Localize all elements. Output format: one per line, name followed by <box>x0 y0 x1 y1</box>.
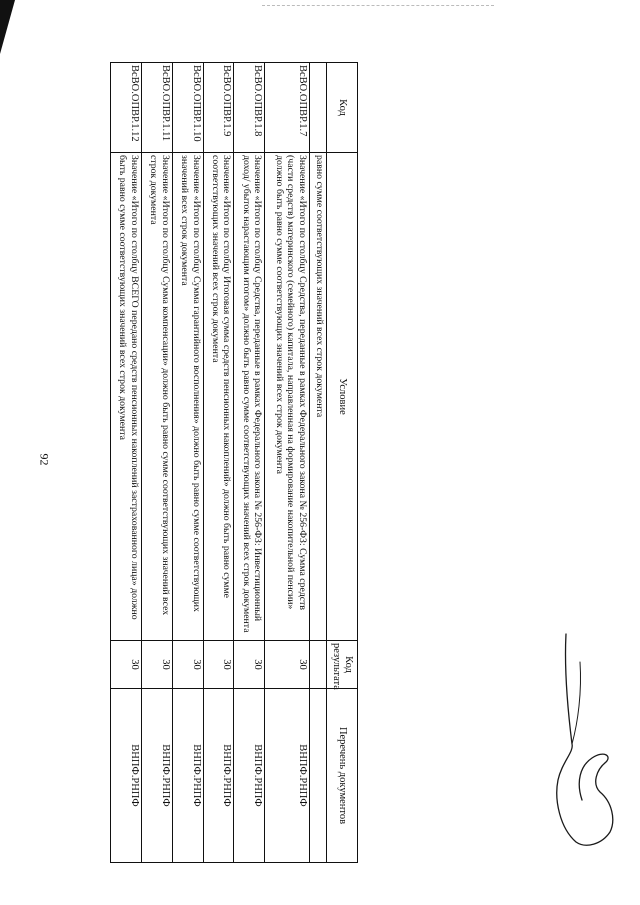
handwritten-signature <box>552 632 624 850</box>
cell-condition: Значение «Итого по столбцу Итоговая сумма средств пенсионных накоплений» должно быть равно сумме соответствующих значений всех строк документа <box>203 153 234 641</box>
cell-code: ВсВО.ОПВР.1.9 <box>203 63 234 153</box>
cell-result-code: 30 <box>141 641 172 689</box>
scan-corner-mark <box>0 0 15 54</box>
cell-code: ВсВО.ОПВР.1.10 <box>172 63 203 153</box>
validation-rules-table <box>110 62 358 863</box>
cell-documents: ВНПФ.РНПФ <box>265 689 310 863</box>
cell-code: ВсВО.ОПВР.1.11 <box>141 63 172 153</box>
cell-documents: ВНПФ.РНПФ <box>172 689 203 863</box>
table-row <box>111 63 142 863</box>
cell-condition: Значение «Итого по столбцу ВСЕГО передано средств пенсионных накоплений застрахованного лица» должно быть равно сумме соответствующих значений всех строк документа <box>111 153 142 641</box>
cell-code: ВсВО.ОПВР.1.12 <box>111 63 142 153</box>
table-row <box>172 63 203 863</box>
table-row <box>141 63 172 863</box>
cell-documents: ВНПФ.РНПФ <box>234 689 265 863</box>
cell-code: ВсВО.ОПВР.1.7 <box>265 63 310 153</box>
header-code: Код <box>327 63 358 153</box>
cell-documents-empty <box>309 689 326 863</box>
table-row-continuation <box>309 63 326 863</box>
cell-code-empty <box>309 63 326 153</box>
cell-condition: Значение «Итого по столбцу Средства, переданные в рамках Федерального закона № 256-ФЗ: Инвестиционный доход/ убыток нарастающим итогом» должно быть равно сумме соответствующих значений всех строк документа <box>234 153 265 641</box>
cell-condition: Значение «Итого по столбцу Средства, переданные в рамках Федерального закона № 256-ФЗ: Сумма средств (части средств) материнского (семейного) капитала, направленная на формирование накопительной пенсии» должно быть равно сумме соответствующих значений всех строк документа <box>265 153 310 641</box>
page-number: 92 <box>37 453 52 466</box>
cell-condition: Значение «Итого по столбцу Сумма компенсации» должно быть равно сумме соответствующих значений всех строк документа <box>141 153 172 641</box>
table-row <box>234 63 265 863</box>
rotated-table-frame <box>110 62 358 862</box>
cell-result-code: 30 <box>265 641 310 689</box>
cell-code: ВсВО.ОПВР.1.8 <box>234 63 265 153</box>
cell-result-code: 30 <box>234 641 265 689</box>
table-row <box>265 63 310 863</box>
cell-documents: ВНПФ.РНПФ <box>141 689 172 863</box>
cell-documents: ВНПФ.РНПФ <box>111 689 142 863</box>
cell-result-code: 30 <box>203 641 234 689</box>
cell-condition: Значение «Итого по столбцу Сумма гарантийного восполнения» должно быть равно сумме соответствующих значений всех строк документа <box>172 153 203 641</box>
table-header-row <box>327 63 358 863</box>
cell-result-code: 30 <box>111 641 142 689</box>
header-result-code: Код результата <box>327 641 358 689</box>
scan-edge-line <box>262 5 494 6</box>
cell-condition-continuation: равно сумме соответствующих значений всех строк документа <box>309 153 326 641</box>
cell-result-code: 30 <box>172 641 203 689</box>
cell-result-empty <box>309 641 326 689</box>
header-documents: Перечень документов <box>327 689 358 863</box>
table-row <box>203 63 234 863</box>
header-condition: Условие <box>327 153 358 641</box>
cell-documents: ВНПФ.РНПФ <box>203 689 234 863</box>
